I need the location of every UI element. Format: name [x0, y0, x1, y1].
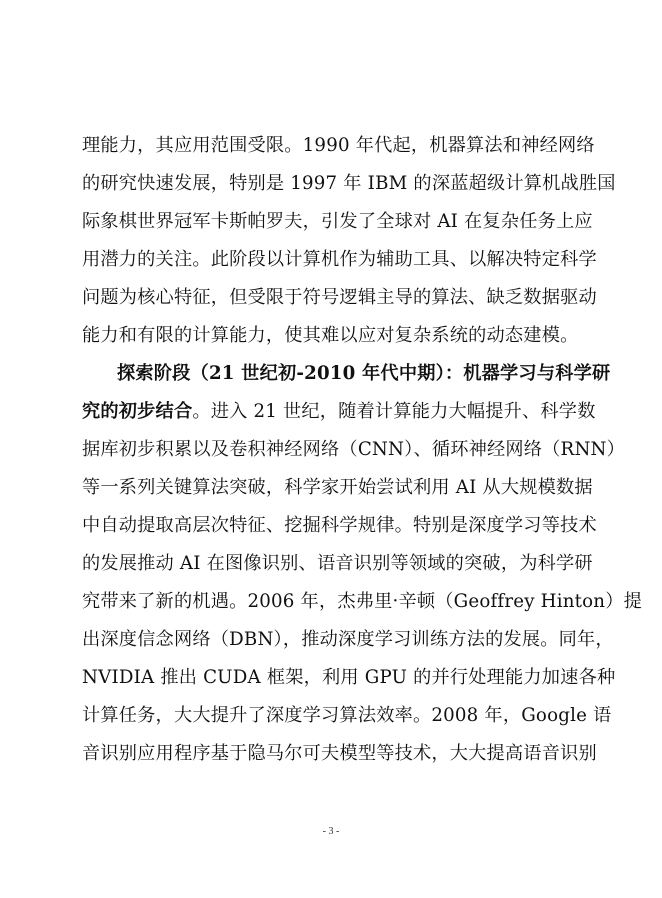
- text-line: NVIDIA 推出 CUDA 框架，利用 GPU 的并行处理能力加速各种: [82, 667, 616, 688]
- text-line: 理能力，其应用范围受限。1990 年代起，机器算法和神经网络: [82, 135, 595, 156]
- text-line: [82, 400, 596, 424]
- text-line: 用潜力的关注。此阶段以计算机作为辅助工具、以解决特定科学: [82, 249, 597, 270]
- text-line: 音识别应用程序基于隐马尔可夫模型等技术，大大提高语音识别: [82, 743, 597, 764]
- text-line: 计算任务，大大提升了深度学习算法效率。2008 年，Google 语: [82, 705, 612, 726]
- text-line: 中自动提取高层次特征、挖掘科学规律。特别是深度学习等技术: [82, 515, 597, 536]
- text-line: 能力和有限的计算能力，使其难以应对复杂系统的动态建模。: [82, 325, 579, 346]
- text-line: 究带来了新的机遇。2006 年，杰弗里·辛顿（Geoffrey Hinton）提: [82, 591, 642, 612]
- text-line: 的发展推动 AI 在图像识别、语音识别等领域的突破，为科学研: [82, 553, 593, 574]
- text-line: 际象棋世界冠军卡斯帕罗夫，引发了全球对 AI 在复杂任务上应: [82, 211, 593, 232]
- text-run: 。进入 21 世纪，随着计算能力大幅提升、科学数: [192, 401, 596, 422]
- section-heading-line: 探索阶段（21 世纪初-2010 年代中期）：机器学习与科学研: [117, 363, 611, 384]
- text-line: 问题为核心特征，但受限于符号逻辑主导的算法、缺乏数据驱动: [82, 287, 597, 308]
- text-line: 等一系列关键算法突破，科学家开始尝试利用 AI 从大规模数据: [82, 477, 593, 498]
- section-heading-continuation: 究的初步结合: [82, 401, 193, 422]
- text-line: 据库初步积累以及卷积神经网络（CNN）、循环神经网络（RNN）: [82, 439, 626, 460]
- page-number: - 3 -: [322, 826, 340, 837]
- text-line: 的研究快速发展，特别是 1997 年 IBM 的深蓝超级计算机战胜国: [82, 173, 616, 194]
- text-line: 出深度信念网络（DBN），推动深度学习训练方法的发展。同年，: [82, 629, 614, 650]
